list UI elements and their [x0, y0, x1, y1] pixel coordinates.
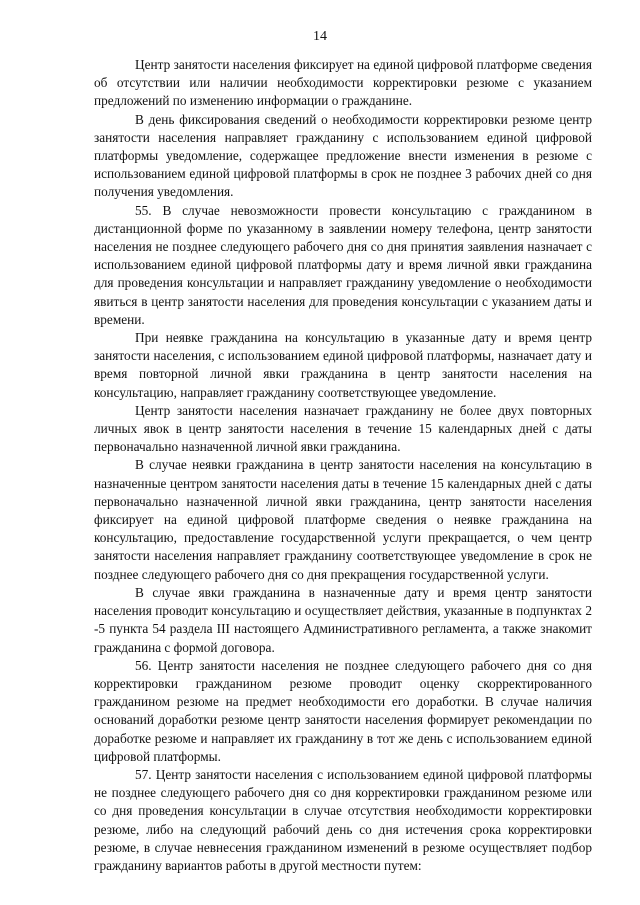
- paragraph: В случае явки гражданина в назначенные дату и время центр занятости населения проводит консультацию и осуществляет действия, указанные в подпунктах 2 -5 пункта 54 раздела III настоящего Административного регламента, а также знакомит гражданина с формой договора.: [94, 584, 592, 655]
- document-body: [94, 56, 592, 875]
- paragraph: Центр занятости населения фиксирует на единой цифровой платформе сведения об отсутствии или наличии необходимости корректировки резюме с указанием предложений по изменению информации о гражданине.: [94, 57, 592, 109]
- paragraph-item-56: 56. Центр занятости населения не позднее следующего рабочего дня со дня корректировки гражданином резюме проводит оценку скорректированного гражданином резюме на предмет необходимости его доработки. В случае наличия оснований доработки резюме центр занятости населения формирует рекомендации по доработке резюме и направляет их гражданину в тот же день с использованием единой цифровой платформы.: [94, 657, 592, 764]
- paragraph-item-55: 55. В случае невозможности провести консультацию с гражданином в дистанционной форме по указанному в заявлении номеру телефона, центр занятости населения не позднее следующего рабочего дня со дня принятия заявления назначает с использованием единой цифровой платформы дату и время личной явки гражданина для проведения консультации и направляет гражданину уведомление о необходимости явиться в центр занятости населения для проведения консультации с указанием даты и времени.: [94, 202, 592, 327]
- paragraph-item-57: 57. Центр занятости населения с использованием единой цифровой платформы не позднее следующего рабочего дня со дня корректировки гражданином резюме или со дня проведения консультации в случае отсутствия необходимости корректировки резюме, либо на следующий рабочий день со дня истечения срока корректировки резюме, в случае невнесения гражданином изменений в резюме осуществляет подбор гражданину вариантов работы в другой местности путем:: [94, 766, 592, 873]
- paragraph: Центр занятости населения назначает гражданину не более двух повторных личных явок в центр занятости населения в течение 15 календарных дней с даты первоначально назначенной личной явки гражданина.: [94, 402, 592, 455]
- paragraph: В случае неявки гражданина в центр занятости населения на консультацию в назначенные центром занятости населения даты в течение 15 календарных дней с даты первоначально назначенной личной явки гражданина, центр занятости населения фиксирует на единой цифровой платформе сведения о неявке гражданина на консультацию, предоставление государственной услуги прекращается, о чем центр занятости населения направляет гражданину соответствующее уведомление в срок не позднее следующего рабочего дня со дня прекращения государственной услуги.: [94, 457, 592, 582]
- page-number: 14: [313, 29, 327, 44]
- paragraph: При неявке гражданина на консультацию в указанные дату и время центр занятости населения, с использованием единой цифровой платформы, назначает дату и время повторной личной явки гражданина в центр занятости населения на консультацию, направляет гражданину соответствующее уведомление.: [94, 330, 592, 400]
- paragraph: В день фиксирования сведений о необходимости корректировки резюме центр занятости населения направляет гражданину с использованием единой цифровой платформы уведомление, содержащее предложение внести изменения в резюме с использованием единой цифровой платформы в срок не позднее 3 рабочих дней со дня получения уведомления.: [94, 111, 592, 200]
